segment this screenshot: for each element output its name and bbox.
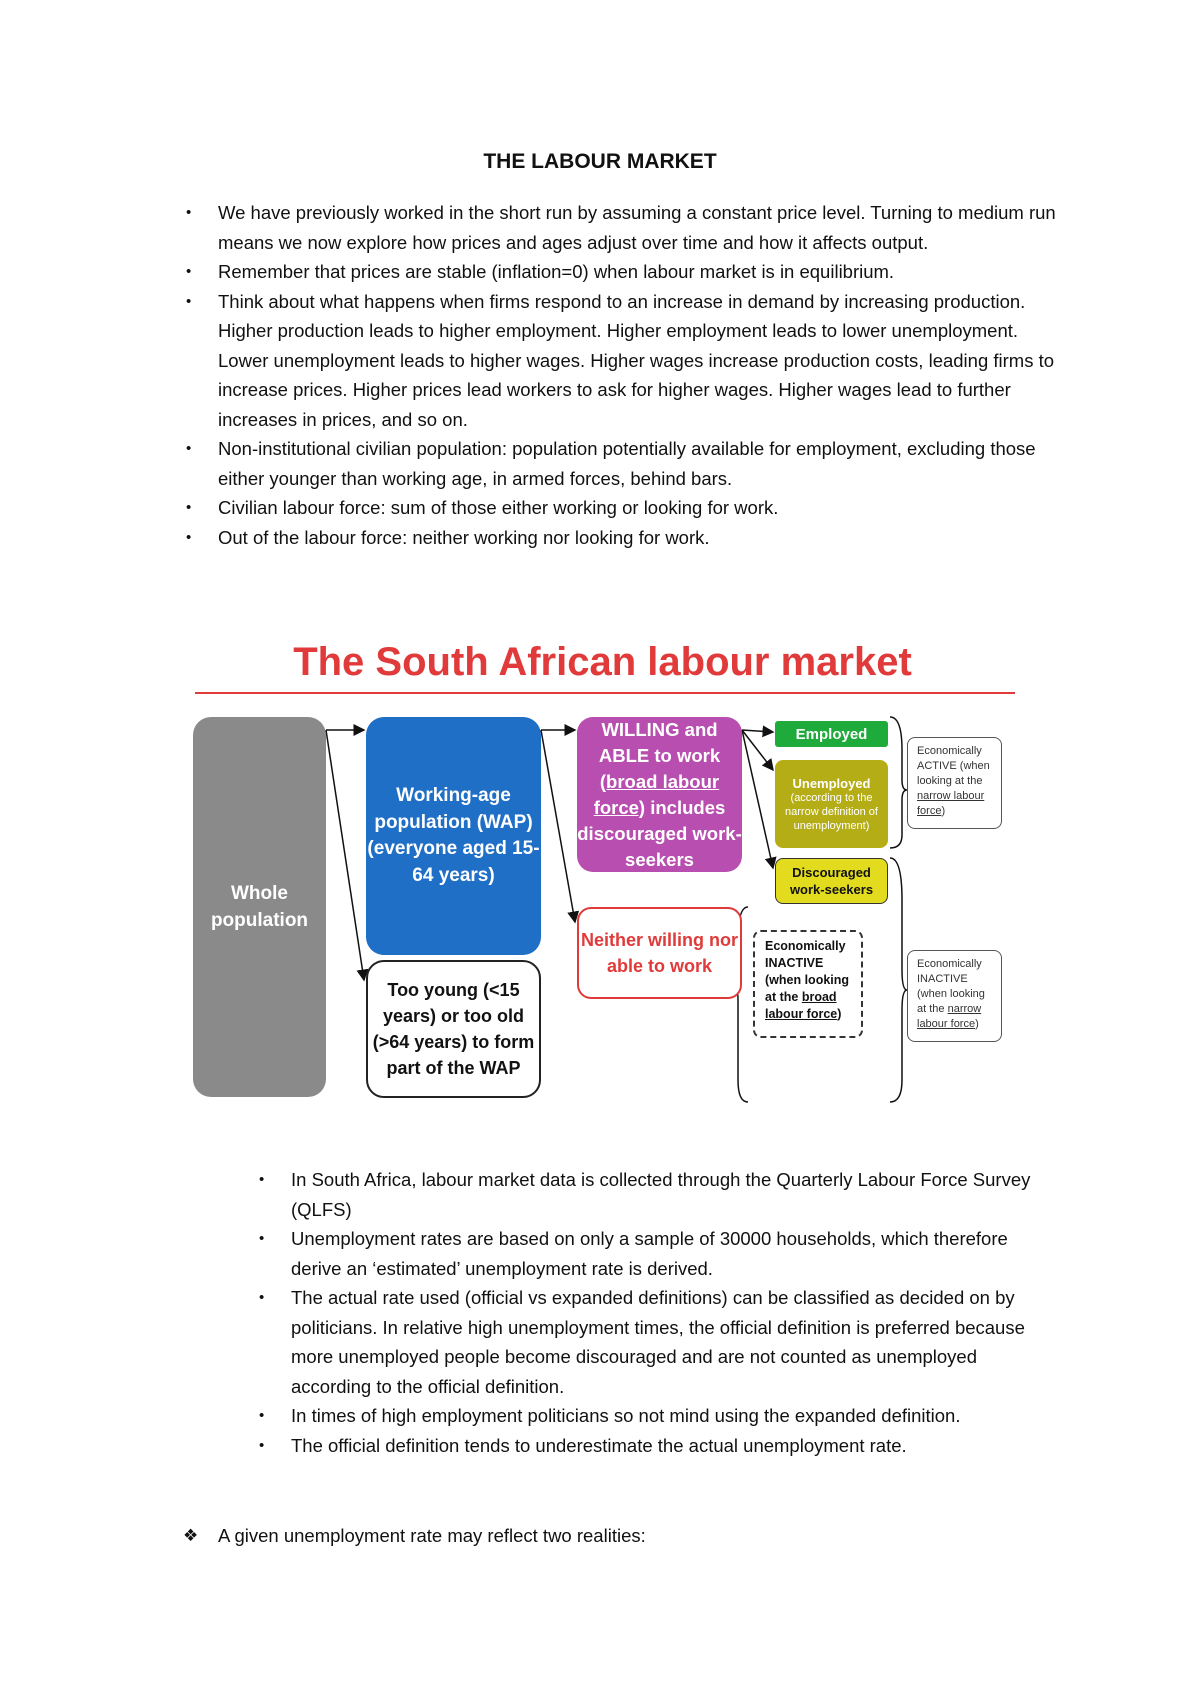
bullet-item xyxy=(186,257,1058,287)
bullet-item xyxy=(186,523,1058,553)
bullet-item xyxy=(259,1165,1061,1224)
brace-active xyxy=(890,717,907,848)
willing-label: WILLING and ABLE to work xyxy=(598,718,721,766)
inactive-broad-underlined: broad labour force xyxy=(765,990,838,1021)
arrow-whole-to-young xyxy=(326,730,364,980)
bullet-text: Out of the labour force: neither working nor looking for work. xyxy=(218,526,710,548)
bullet-text: In times of high employment politicians so not mind using the expanded definition. xyxy=(291,1405,961,1426)
broad-labour-force-label: (broad labour force) xyxy=(593,770,720,818)
unemployed-box xyxy=(775,760,888,848)
bullet-item xyxy=(186,493,1058,523)
arrow-willing-to-employed xyxy=(742,730,773,732)
economically-active-narrow-box xyxy=(907,737,1002,829)
bullet-icon: • xyxy=(186,499,192,516)
bullet-icon: • xyxy=(259,1289,265,1306)
willing-note: includes discouraged work-seekers xyxy=(577,796,742,870)
neither-willing-nor-able-box: Neither willing nor able to work xyxy=(577,907,742,999)
diamond-bullet-icon: ❖ xyxy=(183,1526,199,1545)
bullet-text: The official definition tends to underestimate the actual unemployment rate. xyxy=(291,1434,907,1456)
bullet-icon: • xyxy=(186,440,192,457)
bullet-item xyxy=(186,287,1058,435)
bullet-icon: • xyxy=(186,528,192,546)
bullet-item xyxy=(186,434,1058,493)
brace-inactive-narrow xyxy=(890,858,907,1102)
bullet-text: In South Africa, labour market data is collected through the Quarterly Labour Force Survey (QLFS) xyxy=(291,1169,1031,1220)
willing-and-able-box xyxy=(577,717,742,872)
bullet-icon: • xyxy=(186,204,192,221)
active-narrow-close: ) xyxy=(941,805,946,817)
unemployed-note: (according to the narrow definition of unemployment) xyxy=(785,791,878,832)
bullet-icon: • xyxy=(259,1171,265,1188)
bullet-text: Non-institutional civilian population: population potentially available for employment, excluding those either younger than working age, in armed forces, behind bars. xyxy=(218,438,1036,489)
bullet-item xyxy=(259,1401,1061,1431)
bullet-text: Remember that prices are stable (inflation=0) when labour market is in equilibrium. xyxy=(218,261,895,282)
diagram-title: The South African labour market xyxy=(293,640,912,684)
economically-inactive-broad-box xyxy=(753,930,863,1038)
bullet-text: The actual rate used (official vs expanded definitions) can be classified as decided on by politicians. In relative high unemployment times, the official definition is preferred because more unemployed people become discouraged and are not counted as unemployed according to the official definition. xyxy=(291,1287,1025,1397)
bullet-text: Think about what happens when firms respond to an increase in demand by increasing production. Higher production leads to higher employment. Higher employment leads to lower unemployment. Lower unemployment leads to higher wages. Higher wages increase production costs, leading firms to increase prices. Higher prices lead workers to ask for higher wages. Higher wages lead to further increases in prices, and so on. xyxy=(218,290,1055,430)
document-title: THE LABOUR MARKET xyxy=(483,150,717,173)
inactive-broad-text: Economically INACTIVE (when looking at the xyxy=(765,939,850,1004)
whole-population-box: Whole population xyxy=(193,717,326,1097)
inactive-narrow-text: Economically INACTIVE (when looking at the xyxy=(917,958,985,1015)
arrow-wap-to-neither xyxy=(541,730,575,922)
bullet-item xyxy=(259,1431,1061,1461)
active-narrow-underlined: narrow labour force xyxy=(917,790,985,817)
discouraged-box: Discouraged work-seekers xyxy=(775,858,888,904)
bullet-text: Civilian labour force: sum of those either working or looking for work. xyxy=(218,497,779,518)
economically-inactive-narrow-box xyxy=(907,950,1002,1042)
unemployed-label: Unemployed xyxy=(792,775,871,791)
bullet-icon: • xyxy=(186,263,192,280)
bullet-item xyxy=(186,198,1058,257)
bullet-icon: • xyxy=(186,292,192,310)
bullet-icon: • xyxy=(259,1230,265,1247)
bullet-text: Unemployment rates are based on only a sample of 30000 households, which therefore derive an ‘estimated’ unemployment rate is derived. xyxy=(291,1228,1008,1279)
bullet-text: We have previously worked in the short run by assuming a constant price level. Turning to medium run means we now explore how prices and ages adjust over time and how it affects output. xyxy=(218,202,1056,253)
bullet-item xyxy=(259,1283,1061,1401)
bullet-icon: • xyxy=(259,1436,265,1454)
bullet-list-intro xyxy=(186,198,1058,552)
employed-box: Employed xyxy=(775,721,888,747)
bullet-icon: • xyxy=(259,1407,265,1424)
labour-market-diagram xyxy=(145,640,1060,1110)
active-narrow-text: Economically ACTIVE (when looking at the xyxy=(917,745,990,787)
diamond-bullet-text: A given unemployment rate may reflect two realities: xyxy=(218,1525,646,1546)
too-young-or-old-box: Too young (<15 years) or too old (>64 years) to form part of the WAP xyxy=(366,960,541,1098)
working-age-population-box: Working-age population (WAP) (everyone aged 15-64 years) xyxy=(366,717,541,955)
bullet-item xyxy=(259,1224,1061,1283)
inactive-broad-close: ) xyxy=(837,1007,842,1021)
bullet-list-south-africa xyxy=(259,1165,1061,1460)
inactive-narrow-underlined: narrow labour force xyxy=(917,1003,982,1030)
inactive-narrow-close: ) xyxy=(975,1018,979,1030)
